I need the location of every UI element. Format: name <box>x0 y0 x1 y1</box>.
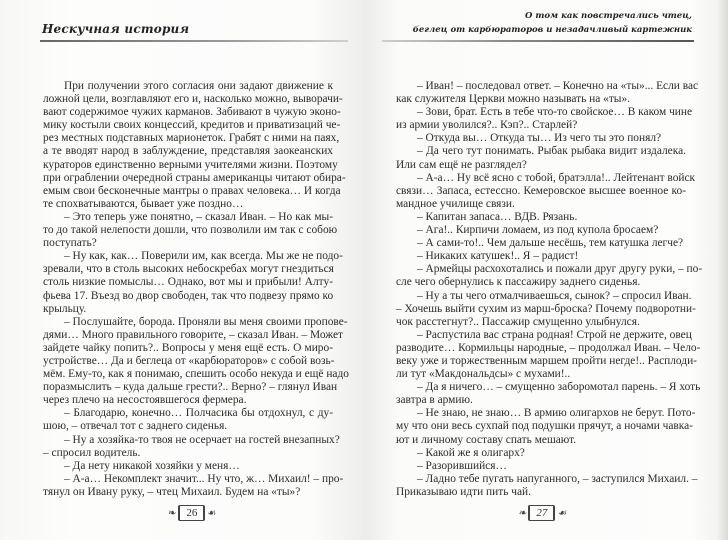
text-line: чок расстегнут?.. Пассажир смущенно улыбнулся. <box>396 315 640 328</box>
paragraph <box>396 106 693 132</box>
text-line: – Ну как, как… Поверили им, как всегда. Мы же не подо- <box>64 250 343 263</box>
text-line: – Да нету никакой хозяйки у меня… <box>64 459 240 472</box>
text-line: – Хочешь выйти сухим из марш-броска? Почему подворотни- <box>396 302 696 315</box>
text-line: – А-а… Ну всё ясно с тобой, братэлла!.. Лейтенант войск <box>417 171 696 184</box>
paragraph <box>396 263 703 289</box>
paragraph <box>396 145 686 171</box>
paragraph <box>396 407 696 446</box>
right-page <box>364 0 728 540</box>
text-line: – Не знаю, не знаю… В армию олигархов не берут. Пото- <box>417 407 696 420</box>
text-line: дями… Много правильного говорите, – сказал Иван. – Может <box>43 328 344 341</box>
page-number-label: 26 <box>178 505 205 521</box>
text-line: Приказываю идти пить чай. <box>396 485 531 498</box>
paragraph <box>396 211 686 224</box>
text-line: – Откуда вы… Откуда ты… Из чего ты это понял? <box>417 132 662 145</box>
paragraph <box>396 80 699 106</box>
text-line: – Это теперь уже понятно, – сказал Иван. – Но как мы- <box>64 210 333 223</box>
text-line: – Да чего тут понимать. Рыбак рыбака видит издалека. <box>417 145 686 158</box>
paragraph <box>396 328 701 381</box>
running-head-line: О том как повстречались чтец, <box>525 11 692 21</box>
page-number <box>518 503 566 523</box>
ornament-icon: ❧ <box>518 507 527 519</box>
text-line: веку уже и торжественным маршем пройти негде!.. Расплоди- <box>396 354 697 367</box>
text-line: ли тут «Макдональдсы» с мухами!.. <box>396 368 571 381</box>
running-head-line: беглец от карбюраторов и незадачливый картежник <box>412 25 692 35</box>
text-line: – Ладно тебе пугать напуганного, – заступился Михаил. – <box>417 472 698 485</box>
text-line: – спросил водитель. <box>43 446 141 459</box>
text-line: из армии уволился?.. Кэп?.. Старлей? <box>396 119 578 132</box>
text-line: крыльцу. <box>43 302 87 315</box>
text-line: фьева 17. Въезд во двор свободен, так что подвезу прямо ко <box>43 289 334 302</box>
paragraph <box>43 460 333 473</box>
text-line: – Ну а ты чего отмалчиваешься, сынок? – спросил Иван. <box>417 289 692 302</box>
text-line: как служителя Церкви можно называть на «ты». <box>396 93 630 106</box>
paragraph <box>396 460 686 473</box>
paragraph <box>43 80 346 211</box>
paragraph <box>396 447 686 460</box>
text-line: му что они весь сухпай под подушки прячут, а ночами чавка- <box>396 420 694 433</box>
text-line: поступать? <box>43 237 97 250</box>
text-line: мём. Ему-то, как я понимаю, спешить особо некуда и ещё надо <box>43 368 349 381</box>
text-line: Или сам ещё не разглядел? <box>396 158 527 171</box>
paragraph <box>43 315 349 408</box>
paragraph <box>43 210 338 250</box>
text-line: а те вводят народ в заблуждение, представляя заокеанских <box>43 145 333 158</box>
ornament-icon: ☙ <box>207 507 217 519</box>
text-line: при ограблении очередной страны американцы читают обира- <box>43 171 346 184</box>
text-line: мандное училище связи. <box>396 197 515 210</box>
text-line: рез местных подставных марионеток. Грабят с ними на паях, <box>43 132 340 145</box>
body-text <box>43 80 349 499</box>
text-line: – Благодарю, конечно… Полчасика бы отдохнул, с ду- <box>64 407 333 420</box>
paragraph <box>396 171 696 211</box>
paragraph <box>396 132 686 145</box>
text-line: – Разорившийся… <box>417 459 507 472</box>
text-line: зревали, что в столь высоких небоскребах могут гнездиться <box>43 263 334 276</box>
text-line: связи… Запаса, естессно. Кемеровское высшее военное ко- <box>396 184 686 197</box>
text-line: – А-а… Некомплект значит... Ну что, ж… Михаил! – про- <box>64 472 344 485</box>
page-number-label: 27 <box>528 505 555 521</box>
paragraph <box>396 224 686 237</box>
text-line: через плечо на несостоявшегося фермера. <box>43 394 247 407</box>
text-line: – А сами-то!.. Чем дальше несёшь, тем катушка легче? <box>417 237 684 250</box>
text-line: – Распустила вас страна родная! Строй не держите, овец <box>417 328 692 341</box>
text-line: зайдете чайку попить?.. Вопросы у меня ещё есть. О миро- <box>43 341 333 354</box>
text-line: – Никаких катушек!.. Я – радист! <box>417 250 579 263</box>
text-line: разводите… Кормильцы народные, – продолжал Иван. – Чело- <box>396 341 701 354</box>
text-line: – Иван! – последовал ответ. – Конечно на «ты»... Если вас <box>417 80 699 92</box>
paragraph <box>396 472 698 499</box>
paragraph <box>43 433 340 460</box>
text-line: кураторов единственно верными учителями жизни. Поэтому <box>43 158 338 171</box>
text-line: – Ага!.. Кирпичи ломаем, из под купола бросаем? <box>417 224 659 237</box>
text-line: ложной цели, возглавляют его и, насколько можно, выворачи- <box>43 93 343 106</box>
header-rule <box>40 40 348 42</box>
text-line: – Да я ничего… – смущенно заборомотал парень. – Я хоть <box>417 381 701 394</box>
paragraph <box>396 250 686 263</box>
paragraph <box>43 472 344 499</box>
body-text <box>396 80 703 499</box>
header-rule <box>382 40 694 42</box>
paragraph <box>396 289 696 329</box>
text-line: – Армейцы расхохотались и пожали друг другу руки, – по- <box>417 263 703 276</box>
paragraph <box>396 381 701 407</box>
text-line: устройстве… Да и беглеца от «карбюраторов» с собой возь- <box>43 354 335 367</box>
text-line: – Послушайте, борода. Проняли вы меня своими пропове- <box>64 315 348 328</box>
running-head <box>413 9 692 37</box>
text-line: то до такой нелепости дошли, что позволили им так с собою <box>43 224 338 237</box>
text-line: При получении этого согласия они задают движение к <box>64 80 333 92</box>
text-line: завтра в армию. <box>396 394 473 407</box>
text-line: – Зови, брат. Есть в тебе что-то свойское… В каком чине <box>417 106 693 119</box>
text-line: вают содержимое чужих карманов. Забивают в чужую эконо- <box>43 106 341 119</box>
running-head: Нескучная история <box>42 22 190 36</box>
text-line: – Ну а хозяйка-то твоя не осерчает на гостей внезапных? <box>64 433 340 446</box>
text-line: поразмыслить – куда дальше грести?.. Верно? – глянул Иван <box>43 381 338 394</box>
page-number <box>168 503 216 523</box>
text-line: шою, – отвечал тот с заднего сиденья. <box>43 420 228 433</box>
text-line: мику костыли своих концессий, кредитов и приватизаций че- <box>43 119 341 132</box>
text-line: те спохватываются, бывает уже поздно… <box>43 197 244 210</box>
text-line: емым свои бесконечные мантры о правах человека… И когда <box>43 184 341 197</box>
text-line: ют и личному составу спать мешают. <box>396 433 577 446</box>
ornament-icon: ☙ <box>557 507 567 519</box>
paragraph <box>43 407 333 433</box>
paragraph <box>396 237 686 250</box>
text-line: – Какой же я олигарх? <box>417 446 525 459</box>
text-line: тянул он Ивану руку, – чтец Михаил. Будем на «ты»? <box>43 485 301 498</box>
text-line: столь низкие помыслы… Однако, вот мы и прибыли! Алту- <box>43 276 333 289</box>
text-line: сле чего обернулись к пассажиру заднего сиденья. <box>396 276 641 289</box>
ornament-icon: ❧ <box>168 507 177 519</box>
text-line: – Капитан запаса… ВДВ. Рязань. <box>417 210 578 223</box>
paragraph <box>43 250 343 315</box>
